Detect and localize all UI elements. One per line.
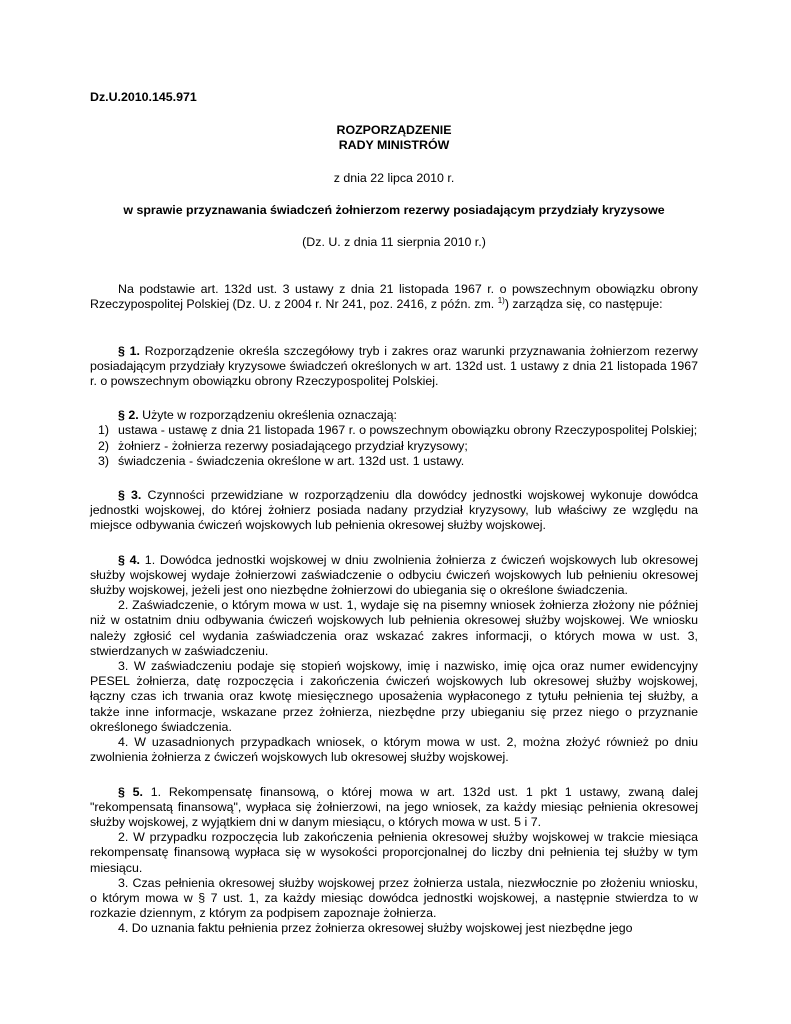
journal-reference: Dz.U.2010.145.971	[90, 90, 197, 104]
section-4-paragraph-4: 4. W uzasadnionych przypadkach wniosek, o którym mowa w ust. 2, można złożyć również po dniu zwolnienia żołnierza z ćwiczeń wojskowych lub okresowej służby wojskowej.	[90, 735, 698, 765]
section-4-paragraph-2: 2. Zaświadczenie, o którym mowa w ust. 1, wydaje się na pisemny wniosek żołnierza złożony nie później niż w ostatnim dniu odbywania ćwiczeń wojskowych lub pełnienia okresowej służby wojskowej. We wniosku należy zgłosić cel wydania zaświadczenia oraz wskazać zakres informacji, o których mowa w ust. 3, stwierdzanych w zaświadczeniu.	[90, 598, 698, 658]
act-date: z dnia 22 lipca 2010 r.	[333, 170, 455, 185]
section-2-mark: § 2.	[118, 408, 139, 423]
section-1	[90, 344, 698, 390]
section-4	[90, 553, 698, 599]
definition-item	[90, 454, 698, 469]
act-type-title: ROZPORZĄDZENIE	[336, 123, 452, 138]
preamble	[90, 282, 698, 312]
section-4-paragraph-3: 3. W zaświadczeniu podaje się stopień wojskowy, imię i nazwisko, imię ojca oraz numer ewidencyjny PESEL żołnierza, datę rozpoczęcia i zakończenia ćwiczeń wojskowych lub okresowej służby wojskowej, łączny czas ich trwania oraz kwotę miesięcznego uposażenia wypłaconego z tytułu pełnienia tej służby, a także inne informacje, wskazane przez żołnierza, niezbędne przy ubieganiu się przez niego o przyznanie określonego świadczenia.	[90, 659, 698, 734]
footnote-marker[interactable]: 1)	[497, 296, 505, 306]
section-3-mark: § 3.	[118, 488, 142, 503]
section-5-paragraph-3: 3. Czas pełnienia okresowej służby wojskowej przez żołnierza ustala, niezwłocznie po złożeniu wniosku, o którym mowa w § 7 ust. 1, za każdy miesiąc dowódca jednostki wojskowej, a następnie stwierdza to w rozkazie dziennym, z którym za podpisem zapoznaje żołnierza.	[90, 875, 698, 921]
definition-number: 2)	[98, 438, 110, 453]
issuing-body-title: RADY MINISTRÓW	[338, 138, 450, 153]
section-3-text: Czynności przewidziane w rozporządzeniu dla dowódcy jednostki wojskowej wykonuje dowódca jednostki wojskowej, do której żołnierz posiada nadany przydział kryzysowy, lub właściwy ze względu na miejsce odbywania ćwiczeń wojskowych lub pełnienia okresowej służby wojskowej.	[90, 488, 699, 533]
section-1-mark: § 1.	[118, 343, 140, 358]
definitions-list	[90, 423, 698, 469]
section-2-intro: Użyte w rozporządzeniu określenia oznaczają:	[142, 408, 397, 423]
section-5-paragraph-1: 1. Rekompensatę finansową, o której mowa w art. 132d ust. 1 pkt 1 ustawy, zwaną dalej "rekompensatą finansową", wypłaca się żołnierzowi, na jego wniosek, za każdy miesiąc pełnienia okresowej służby wojskowej, z wyjątkiem dni w danym miesiącu, o których mowa w ust. 5 i 7.	[90, 784, 698, 829]
definition-number: 1)	[98, 423, 110, 438]
document-content	[90, 90, 698, 937]
definition-text: świadczenia - świadczenia określone w art. 132d ust. 1 ustawy.	[118, 453, 465, 468]
section-1-text: Rozporządzenie określa szczegółowy tryb i zakres oraz warunki przyznawania żołnierzom rezerwy posiadającym przydziały kryzysowe świadczeń określonych w art. 132d ust. 1 ustawy z dnia 21 listopada 1967 r. o powszechnym obowiązku obrony Rzeczypospolitej Polskiej.	[90, 343, 698, 389]
section-4-mark: § 4.	[118, 552, 141, 567]
definition-text: ustawa - ustawę z dnia 21 listopada 1967 r. o powszechnym obowiązku obrony Rzeczypospolitej Polskiej;	[118, 423, 698, 438]
act-subject: w sprawie przyznawania świadczeń żołnierzom rezerwy posiadającym przydziały kryzysowe	[123, 202, 665, 217]
publication-note: (Dz. U. z dnia 11 sierpnia 2010 r.)	[302, 235, 486, 250]
section-5-mark: § 5.	[118, 784, 143, 799]
definition-item	[90, 423, 698, 438]
preamble-text-after: ) zarządza się, co następuje:	[504, 297, 663, 312]
section-4-paragraph-1: 1. Dowódca jednostki wojskowej w dniu zwolnienia żołnierza z ćwiczeń wojskowych lub okresowej służby wojskowej wydaje żołnierzowi zaświadczenie o odbyciu ćwiczeń wojskowych lub pełnieniu okresowej służby wojskowej, jeżeli jest ono niezbędne żołnierzowi do ubiegania się o określone świadczenia.	[90, 552, 698, 598]
definition-item	[90, 439, 698, 454]
definition-text: żołnierz - żołnierza rezerwy posiadającego przydział kryzysowy;	[118, 438, 468, 453]
section-5	[90, 785, 698, 831]
section-3	[90, 488, 698, 534]
definition-number: 3)	[98, 453, 110, 468]
section-5-paragraph-2: 2. W przypadku rozpoczęcia lub zakończenia pełnienia okresowej służby wojskowej w trakcie miesiąca rekompensatę finansową wypłaca się w wysokości proporcjonalnej do liczby dni pełnienia tej służby w tym miesiącu.	[90, 830, 698, 875]
section-5-paragraph-4: 4. Do uznania faktu pełnienia przez żołnierza okresowej służby wojskowej jest niezbędne jego	[118, 921, 633, 936]
preamble-text-before: Na podstawie art. 132d ust. 3 ustawy z dnia 21 listopada 1967 r. o powszechnym obowiązku obrony Rzeczypospolitej Polskiej (Dz. U. z 2004 r. Nr 241, poz. 2416, z późn. zm.	[90, 282, 698, 312]
section-2	[90, 408, 698, 423]
